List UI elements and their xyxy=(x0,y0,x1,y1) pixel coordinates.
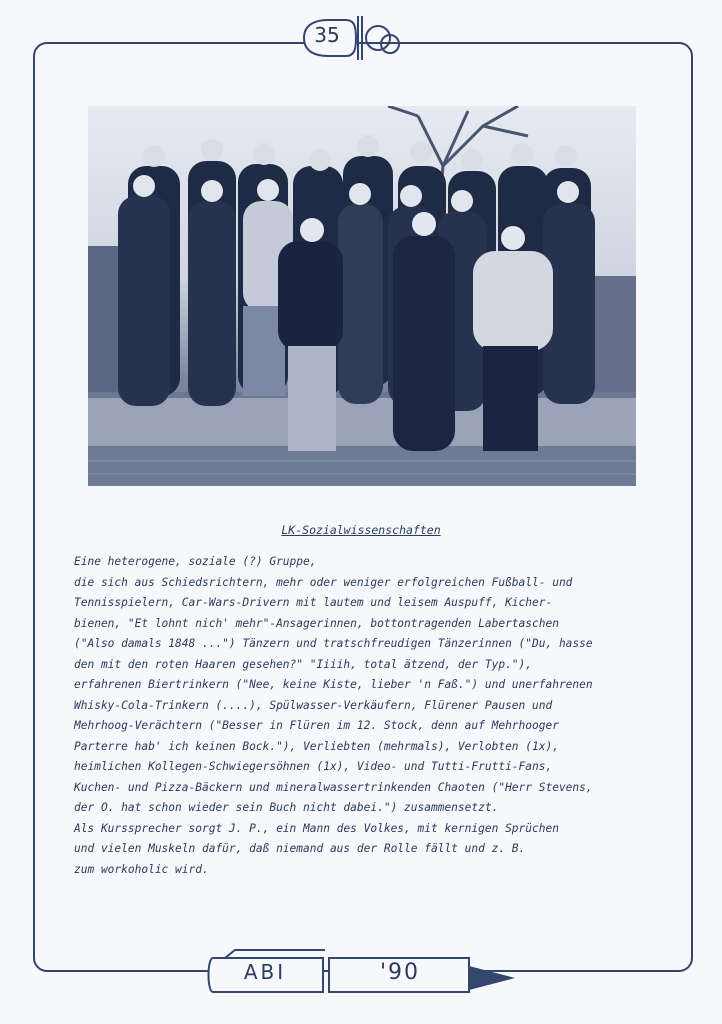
body-line: die sich aus Schiedsrichtern, mehr oder weniger erfolgreichen Fußball- und xyxy=(74,575,573,589)
page-number: 35 xyxy=(314,23,340,47)
body-line: ("Also damals 1848 ...") Tänzern und tratschfreudigen Tänzerinnen ("Du, hasse xyxy=(74,637,593,650)
body-line: Mehrhoog-Verächtern ("Besser in Flüren im 12. Stock, denn auf Mehrhooger xyxy=(74,719,559,732)
body-line: den mit den roten Haaren gesehen?" "Iiiih, total ätzend, der Typ."), xyxy=(74,657,533,671)
body-line: bienen, "Et lohnt nich' mehr"-Ansagerinnen, bottontragenden Labertaschen xyxy=(74,616,559,630)
section-heading: LK-Sozialwissenschaften xyxy=(281,523,441,537)
body-text xyxy=(74,552,664,880)
body-line: zum workoholic wird. xyxy=(74,862,209,876)
group-photo xyxy=(88,106,636,486)
body-line: Eine heterogene, soziale (?) Gruppe, xyxy=(74,555,317,568)
body-line: Tennisspielern, Car-Wars-Drivern mit lautem und leisem Auspuff, Kicher- xyxy=(74,596,553,609)
body-line: Whisky-Cola-Trinkern (....), Spülwasser-Verkäufern, Flürener Pausen und xyxy=(74,698,553,712)
body-line: der O. hat schon wieder sein Buch nicht dabei.") zusammensetzt. xyxy=(74,801,499,814)
body-line: erfahrenen Biertrinkern ("Nee, keine Kiste, lieber 'n Faß.") und unerfahrenen xyxy=(74,678,593,691)
body-line: Kuchen- und Pizza-Bäckern und mineralwassertrinkenden Chaoten ("Herr Stevens, xyxy=(74,780,593,794)
body-line: Parterre hab' ich keinen Bock."), Verliebten (mehrmals), Verlobten (1x), xyxy=(74,739,559,753)
abi-label: ABI xyxy=(243,960,287,984)
body-line: und vielen Muskeln dafür, daß niemand aus der Rolle fällt und z. B. xyxy=(74,842,526,855)
body-line: Als Kurssprecher sorgt J. P., ein Mann des Volkes, mit kernigen Sprüchen xyxy=(74,821,559,835)
year-label: '90 xyxy=(379,960,421,985)
body-line: heimlichen Kollegen-Schwiegersöhnen (1x), Video- und Tutti-Frutti-Fans, xyxy=(74,760,553,773)
